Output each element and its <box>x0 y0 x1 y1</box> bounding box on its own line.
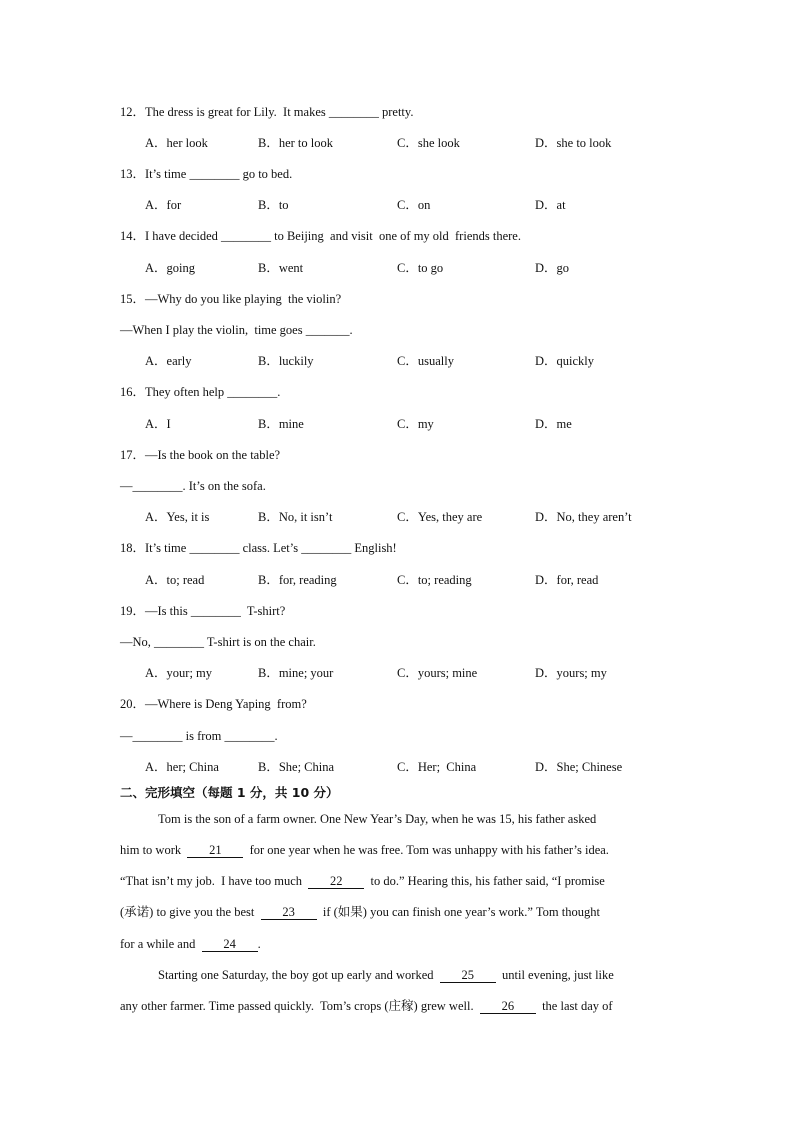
passage-text: (承诺) to give you the best <box>120 905 261 919</box>
option-b: B．for, reading <box>258 573 337 587</box>
blank-24: 24 <box>202 937 258 952</box>
option-c: C．she look <box>397 136 460 150</box>
question-15-options <box>145 353 705 369</box>
passage-text: “That isn’t my job. I have too much <box>120 874 309 888</box>
option-d: D．quickly <box>535 354 595 368</box>
blank-25: 25 <box>440 968 496 983</box>
question-17-stem: 17．—Is the book on the table? <box>120 448 281 462</box>
option-b: B．her to look <box>258 136 333 150</box>
option-c: C．yours; mine <box>397 666 478 680</box>
option-a: A．for <box>145 198 182 212</box>
question-20-stem: 20．—Where is Deng Yaping from? <box>120 697 307 711</box>
passage-line <box>120 873 675 889</box>
option-d: D．She; Chinese <box>535 760 623 774</box>
passage-text: if (如果) you can finish one year’s work.” Tom thought <box>316 905 600 919</box>
blank-21: 21 <box>187 843 243 858</box>
question-16-options <box>145 416 705 432</box>
passage-line <box>120 998 675 1014</box>
option-b: B．went <box>258 261 304 275</box>
passage-line <box>120 842 675 858</box>
option-a: A．going <box>145 261 196 275</box>
question-12-stem: 12．The dress is great for Lily. It makes ________ pretty. <box>120 105 414 119</box>
blank-22: 22 <box>308 874 364 889</box>
option-a: A．to; read <box>145 573 205 587</box>
question-14-stem: 14．I have decided ________ to Beijing and visit one of my old friends there. <box>120 229 521 243</box>
option-b: B．She; China <box>258 760 335 774</box>
question-19-stem-reply: —No, ________ T-shirt is on the chair. <box>120 635 316 649</box>
option-d: D．No, they aren’t <box>535 510 632 524</box>
section-heading: 二、完形填空（每题 1 分，共 10 分） <box>120 785 339 800</box>
question-17-options <box>145 509 705 525</box>
option-a: A．her look <box>145 136 208 150</box>
blank-26: 26 <box>480 999 536 1014</box>
passage-text: the last day of <box>535 999 613 1013</box>
question-13-stem: 13．It’s time ________ go to bed. <box>120 167 293 181</box>
option-a: A．Yes, it is <box>145 510 210 524</box>
option-d: D．yours; my <box>535 666 607 680</box>
question-13-options <box>145 197 705 213</box>
passage-line: Tom is the son of a farm owner. One New Year’s Day, when he was 15, his father asked <box>158 812 597 826</box>
option-a: A．I <box>145 417 171 431</box>
question-17-stem-reply: —________. It’s on the sofa. <box>120 479 266 493</box>
option-b: B．luckily <box>258 354 314 368</box>
option-b: B．mine <box>258 417 304 431</box>
option-c: C．on <box>397 198 431 212</box>
option-d: D．me <box>535 417 572 431</box>
option-a: A．your; my <box>145 666 213 680</box>
question-15-stem: 15．—Why do you like playing the violin? <box>120 292 342 306</box>
blank-23: 23 <box>261 905 317 920</box>
option-d: D．at <box>535 198 566 212</box>
question-15-stem-reply: —When I play the violin, time goes _______. <box>120 323 353 337</box>
passage-text: until evening, just like <box>495 968 614 982</box>
question-19-options <box>145 665 705 681</box>
option-c: C．to go <box>397 261 444 275</box>
question-19-stem: 19．—Is this ________ T-shirt? <box>120 604 286 618</box>
passage-line <box>158 967 713 983</box>
passage-text: Starting one Saturday, the boy got up early and worked <box>158 968 440 982</box>
option-c: C．usually <box>397 354 454 368</box>
question-14-options <box>145 260 705 276</box>
question-20-options <box>145 759 705 775</box>
question-16-stem: 16．They often help ________. <box>120 385 281 399</box>
option-b: B．mine; your <box>258 666 334 680</box>
passage-line <box>120 904 675 920</box>
option-b: B．No, it isn’t <box>258 510 333 524</box>
option-c: C．to; reading <box>397 573 472 587</box>
passage-text: . <box>257 937 261 951</box>
question-12-options <box>145 135 705 151</box>
passage-text: any other farmer. Time passed quickly. Tom’s crops (庄稼) grew well. <box>120 999 480 1013</box>
option-b: B．to <box>258 198 289 212</box>
option-c: C．Yes, they are <box>397 510 483 524</box>
passage-line <box>120 936 675 952</box>
option-a: A．her; China <box>145 760 219 774</box>
option-c: C．Her; China <box>397 760 477 774</box>
option-c: C．my <box>397 417 434 431</box>
option-d: D．for, read <box>535 573 599 587</box>
option-d: D．go <box>535 261 570 275</box>
question-20-stem-reply: —________ is from ________. <box>120 729 278 743</box>
passage-text: to do.” Hearing this, his father said, “I promise <box>364 874 605 888</box>
passage-text: for a while and <box>120 937 202 951</box>
passage-text: him to work <box>120 843 188 857</box>
option-a: A．early <box>145 354 192 368</box>
option-d: D．she to look <box>535 136 612 150</box>
passage-text: for one year when he was free. Tom was unhappy with his father’s idea. <box>243 843 609 857</box>
question-18-stem: 18．It’s time ________ class. Let’s ________ English! <box>120 541 397 555</box>
question-18-options <box>145 572 705 588</box>
